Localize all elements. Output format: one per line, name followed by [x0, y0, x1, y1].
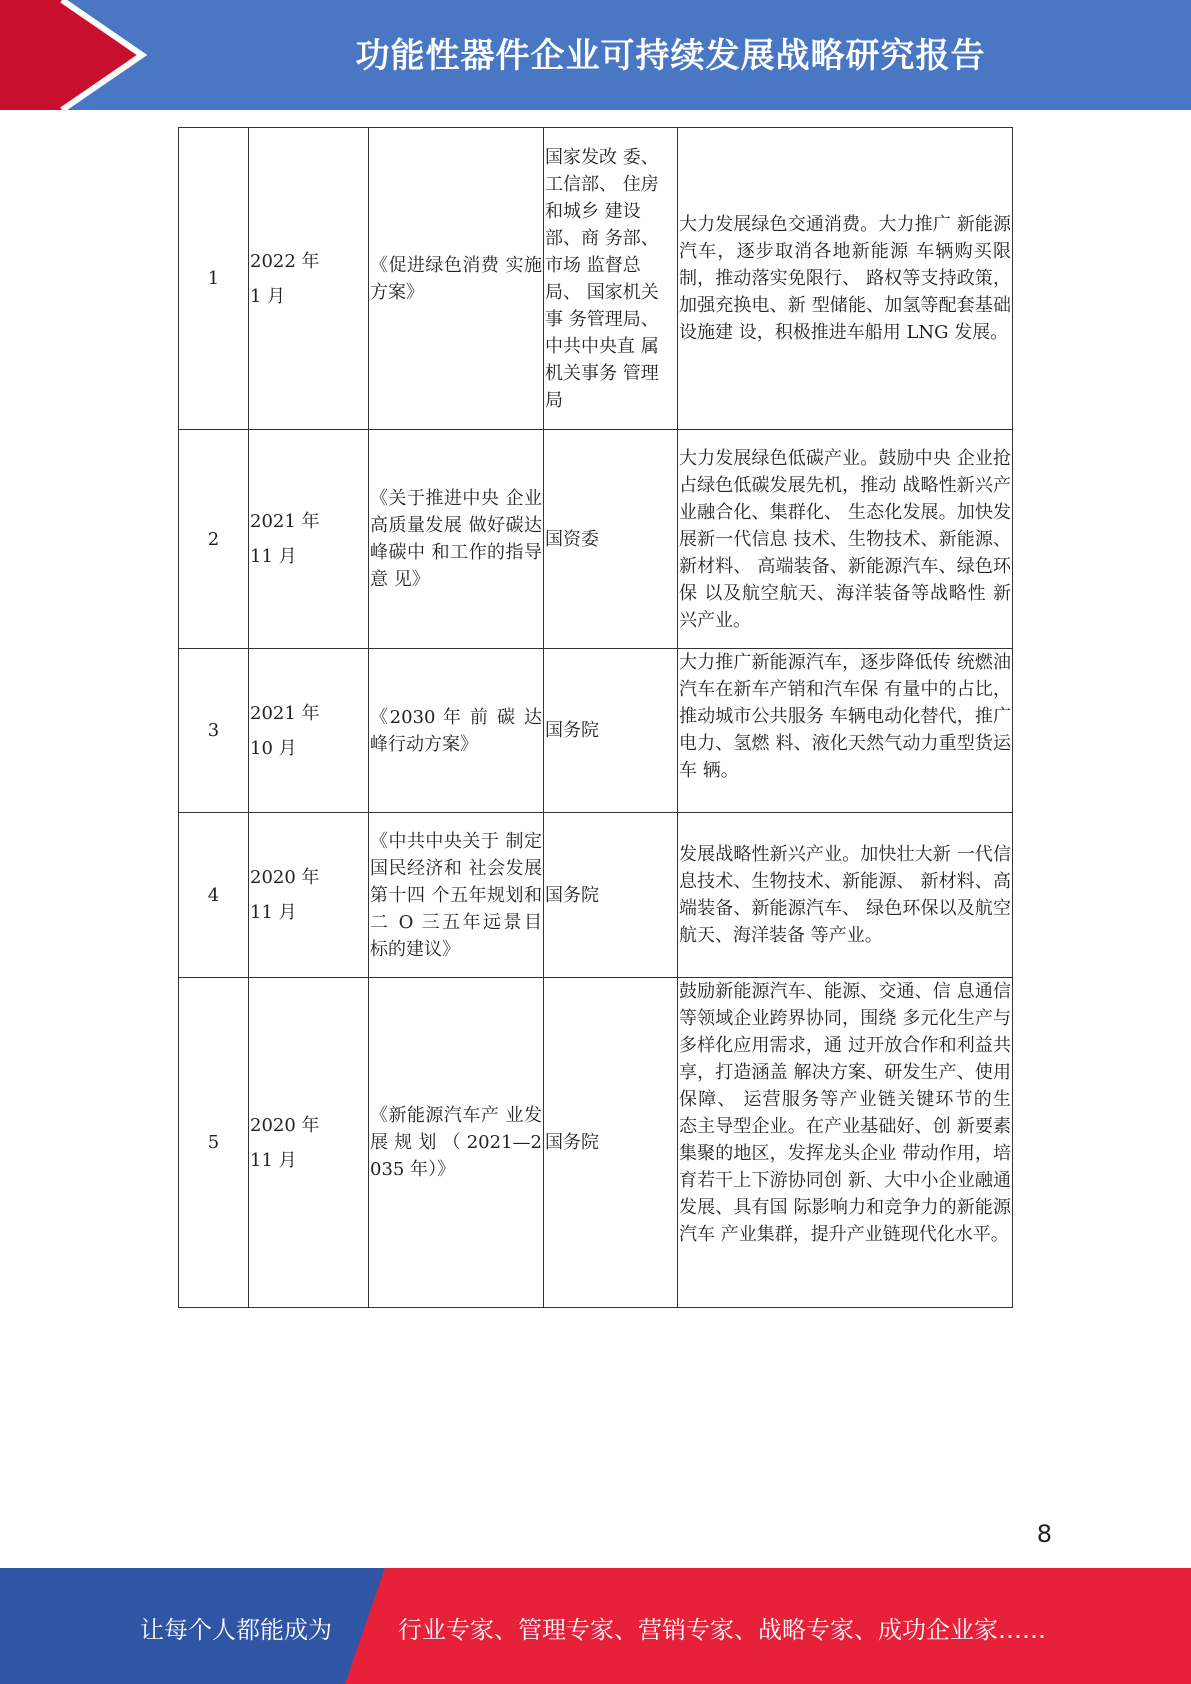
row-date — [249, 128, 369, 430]
row-issuer: 国家发改 委、工信部、 住房和城乡 建设部、商 务部、市场 监督总局、 国家机关事 务管理局、 中共中央直 属机关事务 管理局 — [544, 128, 678, 430]
row-date-month: 11 月 — [250, 902, 297, 923]
row-content: 大力发展绿色低碳产业。鼓励中央 企业抢占绿色低碳发展先机，推动 战略性新兴产业融合化、集群化、 生态化发展。加快发展新一代信息 技术、生物技术、新能源、新材料、 高端装备、新能源汽车、绿色环保 以及航空航天、海洋装备等战略性 新兴产业。 — [678, 430, 1013, 649]
footer-slogan-right: 行业专家、管理专家、营销专家、战略专家、成功企业家…… — [398, 1616, 1046, 1644]
policy-table — [178, 127, 1013, 1308]
row-policy-name: 《2030 年 前 碳 达峰行动方案》 — [369, 649, 544, 813]
row-date-month: 11 月 — [250, 546, 297, 567]
table-row — [179, 813, 1013, 978]
row-index: 2 — [179, 430, 249, 649]
row-index: 1 — [179, 128, 249, 430]
row-date-year: 2020 年 — [250, 1114, 320, 1136]
row-issuer: 国务院 — [544, 649, 678, 813]
row-content: 大力发展绿色交通消费。大力推广 新能源汽车，逐步取消各地新能源 车辆购买限制，推动落实免限行、 路权等支持政策，加强充换电、新 型储能、加氢等配套基础设施建 设，积极推进车船用 LNG 发展。 — [678, 128, 1013, 430]
page-header — [0, 0, 1191, 110]
row-date — [249, 649, 369, 813]
row-date-year: 2021 年 — [250, 702, 320, 724]
table-row — [179, 128, 1013, 430]
row-content: 大力推广新能源汽车，逐步降低传 统燃油汽车在新车产销和汽车保 有量中的占比，推动城市公共服务 车辆电动化替代，推广电力、氢燃 料、液化天然气动力重型货运车 辆。 — [678, 649, 1013, 813]
page-footer — [0, 1568, 1191, 1684]
row-date-month: 10 月 — [250, 737, 297, 759]
row-issuer: 国务院 — [544, 813, 678, 978]
row-index: 3 — [179, 649, 249, 813]
row-index: 5 — [179, 978, 249, 1308]
row-index: 4 — [179, 813, 249, 978]
table-row — [179, 978, 1013, 1308]
footer-slogan-left: 让每个人都能成为 — [140, 1616, 332, 1644]
row-issuer: 国务院 — [544, 978, 678, 1308]
row-issuer: 国资委 — [544, 430, 678, 649]
table-row — [179, 649, 1013, 813]
report-title: 功能性器件企业可持续发展战略研究报告 — [355, 36, 986, 76]
row-content: 发展战略性新兴产业。加快壮大新 一代信息技术、生物技术、新能源、 新材料、高端装备、新能源汽车、 绿色环保以及航空航天、海洋装备 等产业。 — [678, 813, 1013, 978]
row-policy-name: 《促进绿色消费 实施方案》 — [369, 128, 544, 430]
row-date — [249, 430, 369, 649]
page-number: 8 — [1036, 1520, 1052, 1548]
row-date-year: 2021 年 — [250, 511, 320, 532]
row-content: 鼓励新能源汽车、能源、交通、信 息通信等领域企业跨界协同，围绕 多元化生产与多样化应用需求，通 过开放合作和利益共享，打造涵盖 解决方案、研发生产、使用保障、 运营服务等产业链关键环节的生 态主导型企业。在产业基础好、创 新要素集聚的地区，发挥龙头企业 带动作用，培育若干上下游协同创 新、大中小企业融通发展、具有国 际影响力和竞争力的新能源汽车 产业集群，提升产业链现代化水平。 — [678, 978, 1013, 1308]
row-date — [249, 813, 369, 978]
row-policy-name: 《中共中央关于 制定国民经济和 社会发展第十四 个五年规划和二 O 三五年远景目 标的建议》 — [369, 813, 544, 978]
row-date-year: 2020 年 — [250, 867, 320, 888]
row-date-year: 2022 年 — [250, 250, 320, 272]
row-date-month: 1 月 — [250, 285, 286, 307]
row-date-month: 11 月 — [250, 1149, 297, 1171]
table-row — [179, 430, 1013, 649]
row-policy-name: 《新能源汽车产 业发 展 规 划 （ 2021—2035 年）》 — [369, 978, 544, 1308]
row-policy-name: 《关于推进中央 企业高质量发展 做好碳达峰碳中 和工作的指导意 见》 — [369, 430, 544, 649]
row-date — [249, 978, 369, 1308]
